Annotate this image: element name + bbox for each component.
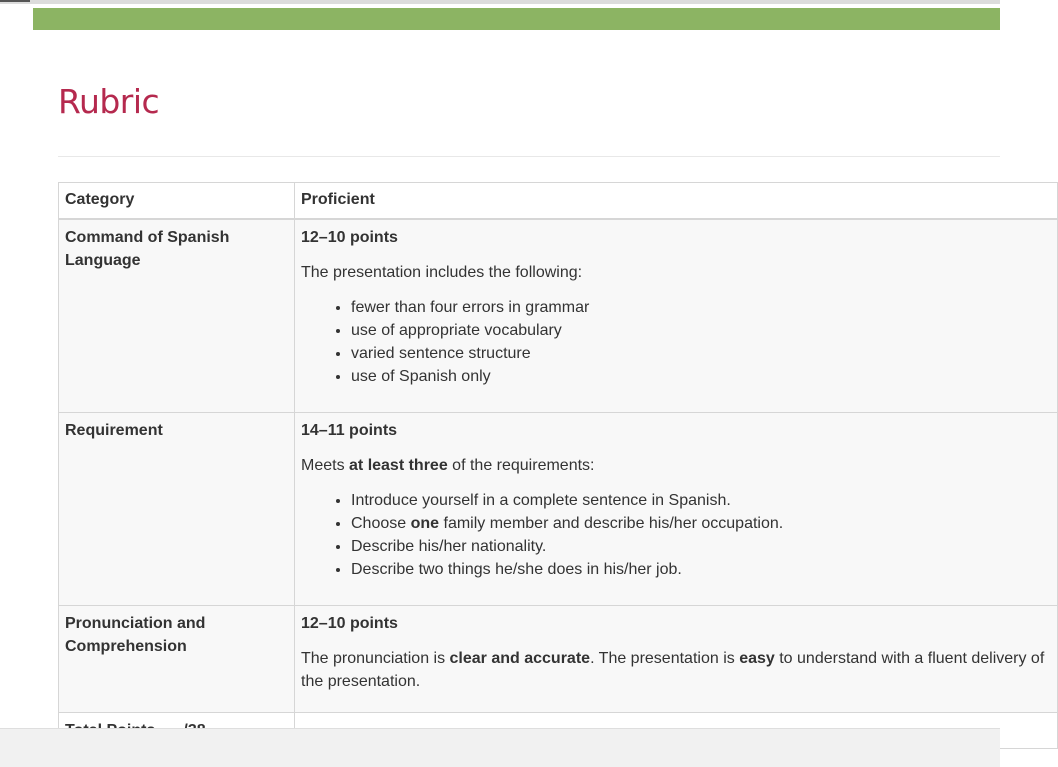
header-category: Category: [59, 183, 295, 220]
header-proficient: Proficient: [295, 183, 1058, 220]
header-accent-bar: [33, 8, 1000, 30]
list-item: • Describe two things he/she does in his/her job.: [351, 558, 1051, 581]
text-run: of the requirements:: [447, 457, 595, 474]
row-category: Requirement: [59, 413, 295, 606]
list-item: • varied sentence structure: [351, 342, 1051, 365]
points-range: 12–10 points: [301, 229, 398, 246]
criteria-list: [301, 296, 1051, 388]
table-row: [59, 219, 1058, 413]
rubric-table: [58, 182, 1058, 749]
window-top-accent: [0, 0, 30, 2]
emphasis-text: easy: [739, 650, 775, 667]
text-run: family member and describe his/her occupation.: [439, 515, 784, 532]
title-divider: [58, 156, 1000, 157]
table-header-row: [59, 183, 1058, 220]
list-item: • Introduce yourself in a complete sentence in Spanish.: [351, 489, 1051, 512]
emphasis-text: one: [410, 515, 440, 532]
row-criteria: [295, 413, 1058, 606]
list-item: [351, 512, 1051, 535]
text-run: to understand with a fluent delivery of the presentation.: [301, 650, 1045, 690]
row-category: Command of Spanish Language: [59, 219, 295, 413]
list-item: • fewer than four errors in grammar: [351, 296, 1051, 319]
list-item: • use of Spanish only: [351, 365, 1051, 388]
criteria-list: [301, 489, 1051, 581]
row-criteria: [295, 219, 1058, 413]
window-top-edge: [0, 0, 1000, 4]
rubric-container: [58, 182, 1045, 742]
text-run: . The presentation is: [590, 650, 740, 667]
text-run: The pronunciation is: [301, 650, 450, 667]
row-criteria: [295, 606, 1058, 713]
points-range: 14–11 points: [301, 422, 398, 439]
emphasis-text: at least three: [349, 457, 448, 474]
table-row: [59, 606, 1058, 713]
emphasis-text: clear and accurate: [449, 650, 591, 667]
page-title: Rubric: [58, 82, 160, 121]
criteria-intro: [301, 454, 1051, 477]
list-item: • use of appropriate vocabulary: [351, 319, 1051, 342]
text-run: Meets: [301, 457, 350, 474]
text-run: Choose: [351, 515, 411, 532]
row-category: Pronunciation and Comprehension: [59, 606, 295, 713]
criteria-intro: The presentation includes the following:: [301, 264, 583, 281]
bottom-toolbar: [0, 728, 1000, 767]
table-row: [59, 413, 1058, 606]
points-range: 12–10 points: [301, 615, 398, 632]
list-item: • Describe his/her nationality.: [351, 535, 1051, 558]
criteria-description: [301, 647, 1051, 693]
